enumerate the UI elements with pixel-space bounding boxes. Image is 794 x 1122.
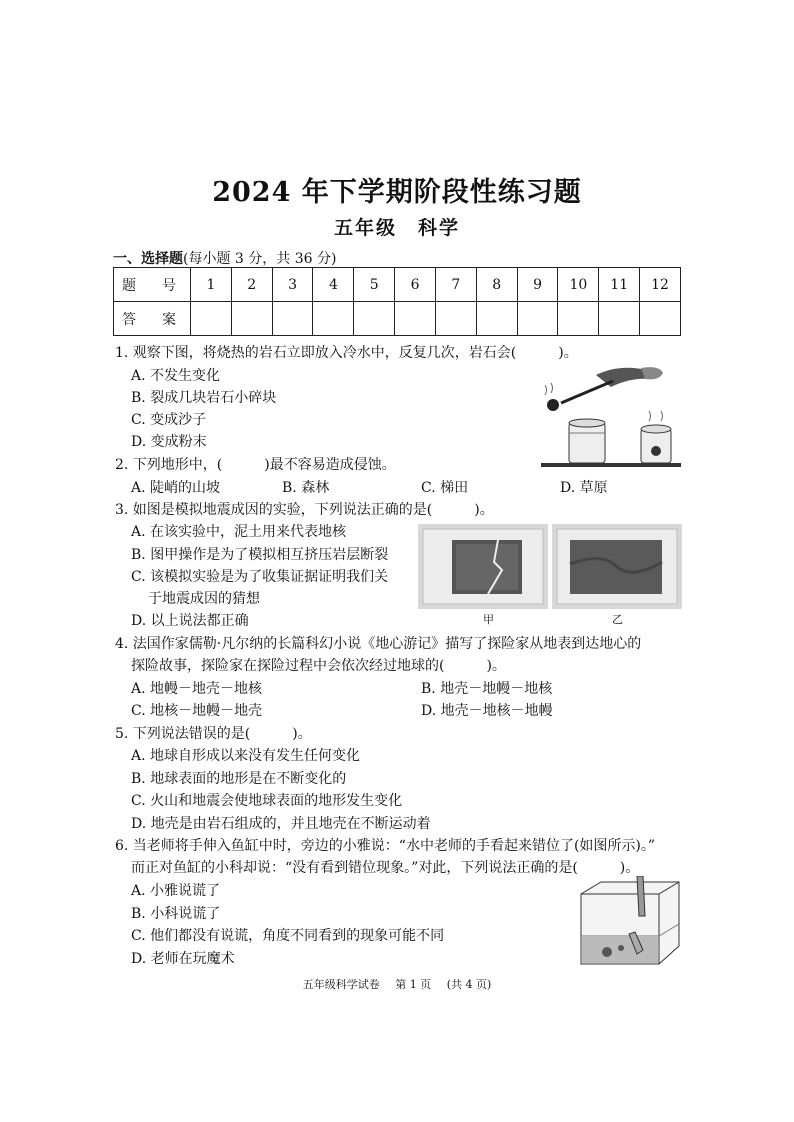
q3-option-c-cont: 于地震成因的猜想 [148,591,260,607]
q4-option-c: C. 地核－地幔－地壳 [131,703,263,719]
section-title: 一、选择题 [113,251,183,267]
q4-option-b: B. 地壳－地幔－地核 [421,681,553,697]
section-note: (每小题 3 分，共 36 分) [183,251,337,267]
q6-option-b: B. 小科说谎了 [131,906,221,922]
q5-option-b: B. 地球表面的地形是在不断变化的 [131,771,347,787]
figure-caption-jia: 甲 [483,613,494,626]
q5-option-d: D. 地壳是由岩石组成的，并且地壳在不断运动着 [131,816,431,832]
footer-paper-name: 五年级科学试卷 [302,978,380,991]
question-3-stem: 3. 如图是模拟地震成因的实验，下列说法正确的是( )。 [115,502,494,518]
q1-option-c: C. 变成沙子 [131,412,207,428]
earthquake-model-photo-a [418,524,548,609]
question-4-stem-line1: 4. 法国作家儒勒·凡尔纳的长篇科幻小说《地心游记》描写了探险家从地表到达地心的 [115,636,642,652]
question-2-stem: 2. 下列地形中，( )最不容易造成侵蚀。 [115,457,396,473]
answer-table-number-row [114,268,681,302]
question-6-stem-line2: 而正对鱼缸的小科却说：“没有看到错位现象。”对此，下列说法正确的是( )。 [131,860,640,876]
q5-option-a: A. 地球自形成以来没有发生任何变化 [131,748,361,764]
question-1-stem: 1. 观察下图，将烧热的岩石立即放入冷水中，反复几次，岩石会( )。 [115,345,578,361]
table-number-cell: 3 [272,268,313,302]
table-number-cell: 5 [354,268,395,302]
table-number-cell: 2 [231,268,272,302]
q6-option-c: C. 他们都没有说谎，角度不同看到的现象可能不同 [131,928,445,944]
answer-cell[interactable] [476,302,517,336]
page-footer [0,976,794,992]
answer-cell[interactable] [599,302,640,336]
q4-option-d: D. 地壳－地核－地幔 [421,703,553,719]
answer-cell[interactable] [517,302,558,336]
q2-option-a: A. 陡峭的山坡 [131,480,221,496]
table-number-cell: 6 [395,268,436,302]
q6-option-d: D. 老师在玩魔术 [131,951,235,967]
table-number-cell: 11 [599,268,640,302]
page-title: 2024 年下学期阶段性练习题 [212,177,582,208]
answer-cell[interactable] [313,302,354,336]
row-label-answer: 答 案 [114,302,191,336]
q2-option-d: D. 草原 [560,480,608,496]
q1-option-a: A. 不发生变化 [131,368,221,384]
answer-cell[interactable] [272,302,313,336]
answer-table [113,267,681,336]
q5-option-c: C. 火山和地震会使地球表面的地形发生变化 [131,793,403,809]
q6-option-a: A. 小雅说谎了 [131,883,221,899]
question-5-stem: 5. 下列说法错误的是( )。 [115,726,312,742]
hot-rock-experiment-figure [541,365,681,470]
page-subtitle: 五年级 科学 [333,217,460,239]
fish-tank-figure [577,876,682,968]
q2-option-c: C. 梯田 [421,480,469,496]
answer-cell[interactable] [435,302,476,336]
footer-page-number: 第 1 页 [395,978,432,991]
answer-cell[interactable] [354,302,395,336]
table-number-cell: 8 [476,268,517,302]
table-number-cell: 10 [558,268,599,302]
table-number-cell: 12 [640,268,681,302]
row-label-number: 题 号 [114,268,191,302]
q2-option-b: B. 森林 [282,480,330,496]
footer-total-pages: (共 4 页) [446,978,492,991]
table-number-cell: 4 [313,268,354,302]
table-number-cell: 7 [435,268,476,302]
answer-cell[interactable] [395,302,436,336]
q3-option-d: D. 以上说法都正确 [131,613,249,629]
earthquake-model-photo-b [552,524,682,609]
table-number-cell: 9 [517,268,558,302]
answer-cell[interactable] [191,302,232,336]
q1-option-d: D. 变成粉末 [131,434,207,450]
answer-cell[interactable] [640,302,681,336]
q3-option-b: B. 图甲操作是为了模拟相互挤压岩层断裂 [131,547,389,563]
figure-caption-yi: 乙 [612,613,623,626]
section-heading [113,248,336,268]
answer-cell[interactable] [558,302,599,336]
q4-option-a: A. 地幔－地壳－地核 [131,681,263,697]
table-number-cell: 1 [191,268,232,302]
question-4-stem-line2: 探险故事，探险家在探险过程中会依次经过地球的( )。 [131,658,506,674]
q3-option-a: A. 在该实验中，泥土用来代表地核 [131,524,347,540]
q3-option-c: C. 该模拟实验是为了收集证据证明我们关 [131,569,389,585]
answer-cell[interactable] [231,302,272,336]
q1-option-b: B. 裂成几块岩石小碎块 [131,390,277,406]
question-6-stem-line1: 6. 当老师将手伸入鱼缸中时，旁边的小雅说：“水中老师的手看起来错位了(如图所示)。” [115,838,656,854]
answer-table-answer-row [114,302,681,336]
